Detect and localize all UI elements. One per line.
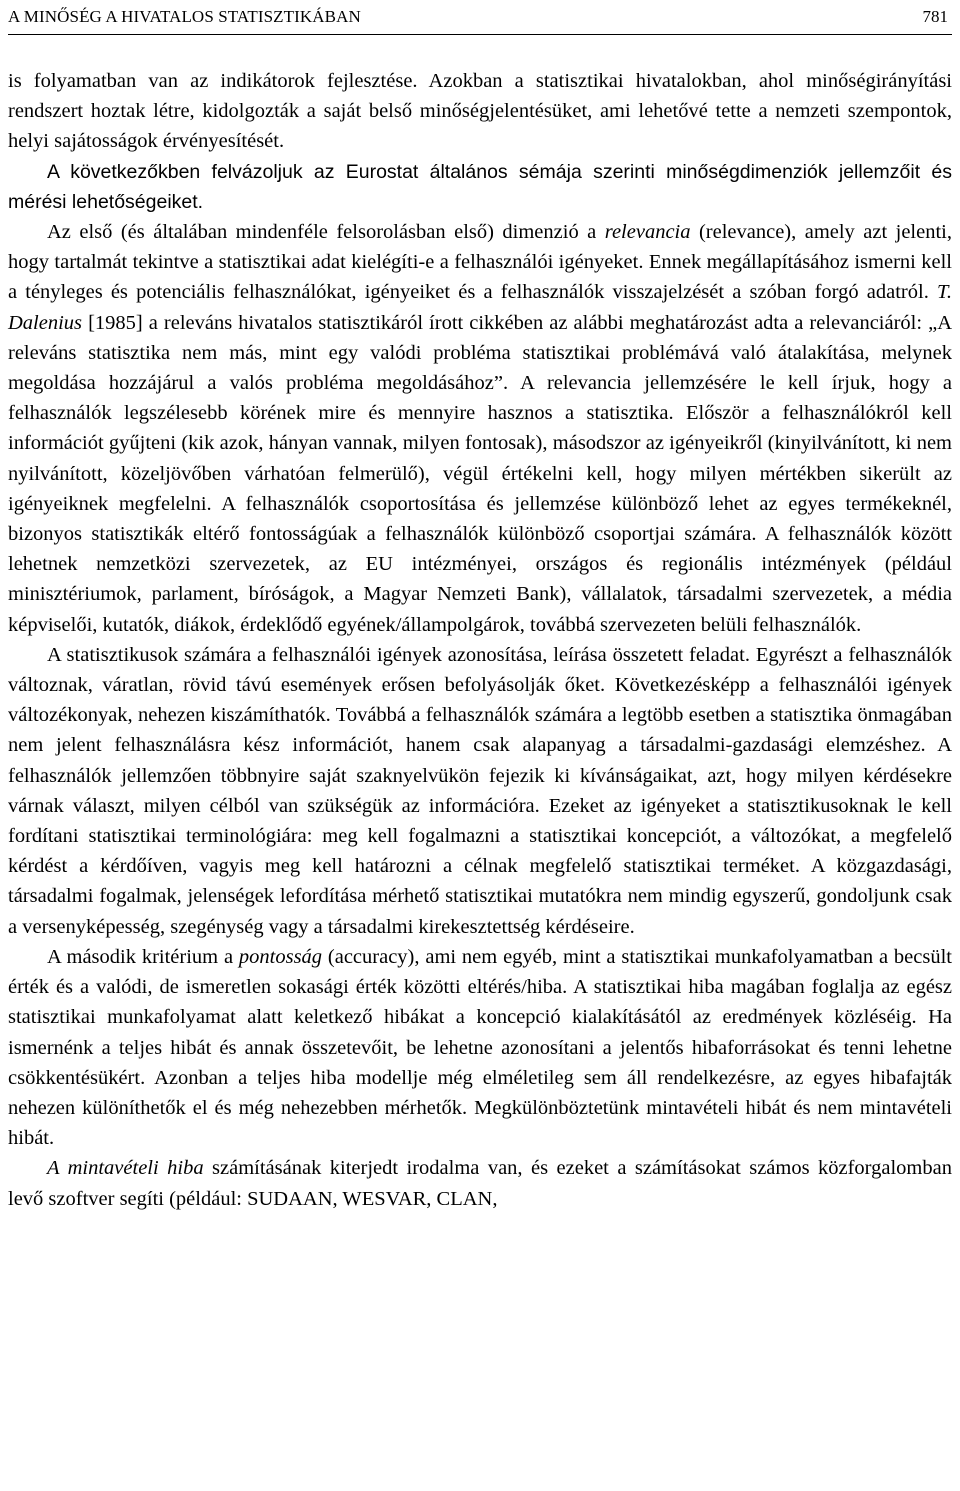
body-text [8,66,952,1214]
paragraph-5-text-b: (accuracy), ami nem egyéb, mint a statisztikai munkafolyamatban a becsült érték és a valódi, de ismeretlen sokasági érték közötti eltérés/hiba. A statisztikai hiba magában foglalja az egész statisztikai munkafolyamat alatt keletkező hibákat a koncepció kialakításától az eredmények közléséig. Ha ismernénk a teljes hibát és annak összetevőit, be lehetne azonosítani a jelentős hibaforrásokat és tenni lehetne csökkentésükért. Azonban a teljes hiba modellje még elméletileg sem áll rendelkezésre, az egyes hibafajták nehezen különíthetők el és még nehezebben mérhetők. Megkülönböztetünk mintavételi hibát és nem mintavételi hibát. [8,945,952,1150]
page-number: 781 [922,7,948,26]
paragraph-5-text-a: A második kritérium a [47,945,239,968]
author-dalenius: T. Dalenius [8,281,952,334]
paragraph-6-text-b: számításának kiterjedt irodalma van, és ezeket a számításokat számos közforgalomban levő szoftver segíti (például: SUDAAN, WESVAR, CLAN, [8,1157,952,1210]
paragraph-2 [8,157,952,217]
paragraph-5 [8,942,952,1153]
paragraph-3-text-b: (relevance), amely azt jelenti, hogy tartalmát tekintve a statisztikai adat kielégíti-e a felhasználói igényeket. Ennek megállapításához ismerni kell a tényleges és potenciális felhasználókat, igényeiket és a felhasználók visszajelzését a szóban forgó adatról. [8,221,952,304]
paragraph-3-text-c: [1985] a releváns hivatalos statisztikáról írott cikkében az alábbi meghatározást adta a relevanciáról: „A releváns statisztika nem más, mint egy valódi probléma statisztikai problémává való átalakítása, melynek megoldása hozzájárul a valós probléma megoldásához”. A relevancia jellemzésére le kell írjuk, hogy a felhasználók legszélesebb körének mire és mennyire hasznos a statisztika. Először a felhasználókról kell információt gyűjteni (kik azok, hányan vannak, milyen fontosak), másodszor az igényeikről (kinyilvánított, ki nem nyilvánított, közeljövőben várhatóan felmerülő), végül értékelni kell, hogy milyen mértékben sikerült az igényeiknek megfelelni. A felhasználók csoportosítása és jellemzése különböző lehet az egyes termékeknél, bizonyos statisztikák eltérő fontosságúak a felhasználók különböző csoportjai számára. A felhasználók között lehetnek nemzetközi szervezetek, az EU intézményei, országos és regionális intézmények (például minisztériumok, parlament, bíróságok, a Magyar Nemzeti Bank), vállalatok, társadalmi szervezetek, a média képviselői, kutatók, diákok, érdeklődő egyének/állampolgárok, továbbá szervezeten belüli felhasználók. [8,311,952,636]
paragraph-6 [8,1153,952,1213]
paragraph-2-text: A következőkben felvázoljuk az Eurostat általános sémája szerinti minőségdimenziók jellemzőit és mérési lehetőségeiket. [8,160,952,213]
paragraph-1 [8,66,952,157]
paragraph-3 [8,217,952,640]
running-title: A MINŐSÉG A HIVATALOS STATISZTIKÁBAN [8,7,361,26]
paragraph-4 [8,640,952,942]
paragraph-1-text: is folyamatban van az indikátorok fejlesztése. Azokban a statisztikai hivatalokban, ahol minőségirányítási rendszert hoztak létre, kidolgozták a saját belső minőségjelentésüket, ami lehetővé tette a nemzeti szempontok, helyi sajátosságok érvényesítését. [8,70,952,153]
term-pontossag: pontosság [238,945,323,968]
term-mintaveteli-hiba: A mintavételi hiba [47,1157,204,1180]
term-relevancia: relevancia [604,221,691,244]
paragraph-3-text-a: Az első (és általában mindenféle felsorolásban első) dimenzió a [47,221,605,244]
paragraph-4-text: A statisztikusok számára a felhasználói igények azonosítása, leírása összetett feladat. Egyrészt a felhasználók változnak, váratlan, rövid távú események erősen befolyásolják őket. Következésképp a felhasználói igények változékonyak, nehezen kiszámíthatók. Továbbá a felhasználók számára a legtöbb esetben a statisztika önmagában nem jelent felhasználásra kész információt, hanem csak alapanyag a társadalmi-gazdasági elemzéshez. A felhasználók jellemzően többnyire saját szaknyelvükön fejezik ki kívánságaikat, azt, hogy milyen kérdésekre várnak választ, milyen célból van szükségük az információra. Ezeket az igényeket a statisztikusoknak le kell fordítani statisztikai terminológiára: meg kell fogalmazni a statisztikai koncepciót, a változókat, a megfelelő kérdést a kérdőíven, vagyis meg kell határozni a célnak megfelelő statisztikai terméket. A közgazdasági, társadalmi fogalmak, jelenségek lefordítása mérhető statisztikai mutatókra nem mindig egyszerű, gondoljunk csak a versenyképesség, szegénység vagy a társadalmi kirekesztettség kérdéseire. [8,643,952,938]
running-header [8,0,952,35]
